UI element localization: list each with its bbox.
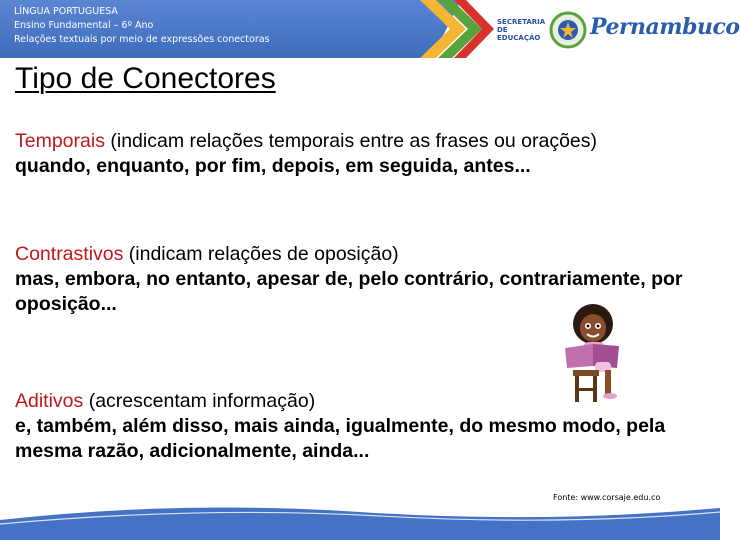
header-grade: Ensino Fundamental – 6º Ano: [14, 20, 154, 31]
section-temporais: [15, 129, 705, 179]
state-name-logo: Pernambuco: [590, 14, 740, 40]
section-kind: Aditivos: [15, 390, 84, 412]
education-dept-logo-text: SECRETARIA DE EDUCAÇÃO: [497, 18, 546, 42]
section-description: (acrescentam informação): [83, 390, 316, 412]
section-examples: quando, enquanto, por fim, depois, em seguida, antes...: [15, 155, 531, 177]
section-description: (indicam relações de oposição): [123, 243, 399, 265]
page-title: Tipo de Conectores: [15, 62, 276, 95]
section-examples: mas, embora, no entanto, apesar de, pelo contrário, contrariamente, por oposição...: [15, 268, 683, 315]
header-topic: Relações textuais por meio de expressões conectoras: [14, 34, 270, 45]
state-crest-icon: [548, 10, 588, 50]
section-description: (indicam relações temporais entre as frases ou orações): [104, 130, 598, 152]
section-examples: e, também, além disso, mais ainda, igualmente, do mesmo modo, pela mesma razão, adicionalmente, ainda...: [15, 415, 666, 462]
header-subject: LÍNGUA PORTUGUESA: [14, 6, 118, 17]
section-kind: Temporais: [15, 130, 105, 152]
footer-wave: [0, 498, 720, 540]
section-kind: Contrastivos: [15, 243, 124, 265]
reading-girl-illustration: [555, 300, 635, 410]
source-citation: Fonte: www.corsaje.edu.co: [553, 493, 661, 502]
